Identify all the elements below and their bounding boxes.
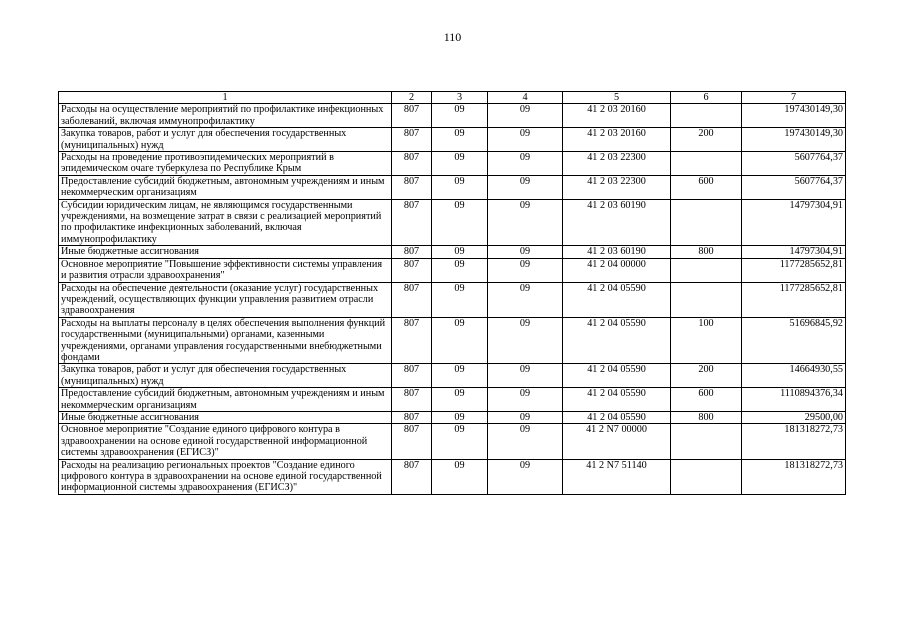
budget-table: [58, 91, 846, 495]
row-pr-cell: 09: [488, 364, 563, 388]
row-vr-cell: 600: [671, 388, 742, 412]
row-csr-cell: 41 2 N7 00000: [563, 424, 671, 459]
row-csr-cell: 41 2 04 05590: [563, 364, 671, 388]
row-name-cell: Иные бюджетные ассигнования: [59, 411, 392, 423]
table-row: [59, 128, 846, 152]
row-vr-cell: 100: [671, 317, 742, 364]
row-pr-cell: 09: [488, 246, 563, 258]
row-name-cell: Основное мероприятие "Повышение эффективности системы управления и развития отрасли здравоохранения": [59, 258, 392, 282]
row-gr-cell: 807: [392, 317, 432, 364]
row-name-cell: Предоставление субсидий бюджетным, автономным учреждениям и иным некоммерческим организациям: [59, 175, 392, 199]
row-name-cell: Расходы на реализацию региональных проектов "Создание единого цифрового контура в здравоохранении на основе единой государственной информационной системы здравоохранения (ЕГИСЗ)": [59, 459, 392, 494]
row-gr-cell: 807: [392, 282, 432, 317]
table-row: [59, 199, 846, 246]
row-gr-cell: 807: [392, 364, 432, 388]
row-gr-cell: 807: [392, 388, 432, 412]
row-name-cell: Основное мероприятие "Создание единого цифрового контура в здравоохранении на основе единой государственной информационной системы здравоохранения (ЕГИСЗ)": [59, 424, 392, 459]
row-name-cell: Закупка товаров, работ и услуг для обеспечения государственных (муниципальных) нужд: [59, 364, 392, 388]
header-col-1: 1: [59, 92, 392, 104]
table-row: [59, 317, 846, 364]
row-vr-cell: [671, 152, 742, 176]
header-col-6: 6: [671, 92, 742, 104]
row-gr-cell: 807: [392, 459, 432, 494]
row-gr-cell: 807: [392, 104, 432, 128]
row-name-cell: Расходы на проведение противоэпидемических мероприятий в эпидемическом очаге туберкулеза по Республике Крым: [59, 152, 392, 176]
row-rz-cell: 09: [432, 199, 488, 246]
table-row: [59, 246, 846, 258]
row-pr-cell: 09: [488, 128, 563, 152]
row-csr-cell: 41 2 N7 51140: [563, 459, 671, 494]
row-pr-cell: 09: [488, 424, 563, 459]
row-gr-cell: 807: [392, 152, 432, 176]
table-row: [59, 152, 846, 176]
row-sum-cell: 14797304,91: [742, 246, 846, 258]
row-vr-cell: 800: [671, 246, 742, 258]
row-sum-cell: 181318272,73: [742, 459, 846, 494]
row-csr-cell: 41 2 04 05590: [563, 282, 671, 317]
row-sum-cell: 14664930,55: [742, 364, 846, 388]
row-csr-cell: 41 2 03 22300: [563, 152, 671, 176]
row-pr-cell: 09: [488, 282, 563, 317]
row-rz-cell: 09: [432, 175, 488, 199]
table-row: [59, 459, 846, 494]
header-row: [59, 92, 846, 104]
row-rz-cell: 09: [432, 282, 488, 317]
row-pr-cell: 09: [488, 459, 563, 494]
header-col-3: 3: [432, 92, 488, 104]
row-sum-cell: 14797304,91: [742, 199, 846, 246]
row-sum-cell: 5607764,37: [742, 175, 846, 199]
row-name-cell: Расходы на обеспечение деятельности (оказание услуг) государственных учреждений, осуществляющих функции управления развитием отрасли здравоохранения: [59, 282, 392, 317]
row-rz-cell: 09: [432, 424, 488, 459]
row-pr-cell: 09: [488, 388, 563, 412]
row-csr-cell: 41 2 03 20160: [563, 128, 671, 152]
row-csr-cell: 41 2 03 60190: [563, 199, 671, 246]
row-rz-cell: 09: [432, 104, 488, 128]
row-vr-cell: [671, 459, 742, 494]
row-sum-cell: 181318272,73: [742, 424, 846, 459]
table-row: [59, 282, 846, 317]
row-name-cell: Иные бюджетные ассигнования: [59, 246, 392, 258]
table-row: [59, 424, 846, 459]
row-gr-cell: 807: [392, 199, 432, 246]
table-row: [59, 258, 846, 282]
row-pr-cell: 09: [488, 317, 563, 364]
row-pr-cell: 09: [488, 175, 563, 199]
row-sum-cell: 1177285652,81: [742, 258, 846, 282]
row-csr-cell: 41 2 03 20160: [563, 104, 671, 128]
row-vr-cell: 200: [671, 128, 742, 152]
row-gr-cell: 807: [392, 246, 432, 258]
row-sum-cell: 197430149,30: [742, 104, 846, 128]
row-pr-cell: 09: [488, 104, 563, 128]
table-row: [59, 104, 846, 128]
row-gr-cell: 807: [392, 411, 432, 423]
row-csr-cell: 41 2 03 60190: [563, 246, 671, 258]
row-gr-cell: 807: [392, 424, 432, 459]
row-vr-cell: [671, 104, 742, 128]
header-col-2: 2: [392, 92, 432, 104]
row-sum-cell: 1177285652,81: [742, 282, 846, 317]
row-csr-cell: 41 2 04 00000: [563, 258, 671, 282]
row-vr-cell: 200: [671, 364, 742, 388]
row-pr-cell: 09: [488, 152, 563, 176]
row-sum-cell: 29500,00: [742, 411, 846, 423]
table-row: [59, 411, 846, 423]
row-pr-cell: 09: [488, 258, 563, 282]
header-col-5: 5: [563, 92, 671, 104]
table-header: [59, 92, 846, 104]
row-pr-cell: 09: [488, 411, 563, 423]
row-pr-cell: 09: [488, 199, 563, 246]
row-sum-cell: 5607764,37: [742, 152, 846, 176]
row-gr-cell: 807: [392, 258, 432, 282]
row-rz-cell: 09: [432, 411, 488, 423]
header-col-7: 7: [742, 92, 846, 104]
row-vr-cell: 800: [671, 411, 742, 423]
row-name-cell: Субсидии юридическим лицам, не являющимся государственными учреждениями, на возмещение затрат в связи с реализацией мероприятий по профилактике инфекционных заболеваний, включая иммунопрофилактику: [59, 199, 392, 246]
row-rz-cell: 09: [432, 128, 488, 152]
row-vr-cell: [671, 258, 742, 282]
row-name-cell: Расходы на осуществление мероприятий по профилактике инфекционных заболеваний, включая иммунопрофилактику: [59, 104, 392, 128]
row-csr-cell: 41 2 04 05590: [563, 388, 671, 412]
table-body: [59, 104, 846, 494]
row-rz-cell: 09: [432, 364, 488, 388]
row-name-cell: Закупка товаров, работ и услуг для обеспечения государственных (муниципальных) нужд: [59, 128, 392, 152]
row-rz-cell: 09: [432, 246, 488, 258]
header-col-4: 4: [488, 92, 563, 104]
row-gr-cell: 807: [392, 128, 432, 152]
row-csr-cell: 41 2 04 05590: [563, 411, 671, 423]
row-vr-cell: 600: [671, 175, 742, 199]
table-row: [59, 175, 846, 199]
row-sum-cell: 51696845,92: [742, 317, 846, 364]
page-number: 110: [443, 30, 462, 44]
row-sum-cell: 1110894376,34: [742, 388, 846, 412]
row-sum-cell: 197430149,30: [742, 128, 846, 152]
row-rz-cell: 09: [432, 152, 488, 176]
row-rz-cell: 09: [432, 258, 488, 282]
table-row: [59, 388, 846, 412]
row-rz-cell: 09: [432, 388, 488, 412]
row-rz-cell: 09: [432, 317, 488, 364]
row-vr-cell: [671, 424, 742, 459]
row-gr-cell: 807: [392, 175, 432, 199]
row-vr-cell: [671, 282, 742, 317]
row-csr-cell: 41 2 04 05590: [563, 317, 671, 364]
row-rz-cell: 09: [432, 459, 488, 494]
table-row: [59, 364, 846, 388]
row-vr-cell: [671, 199, 742, 246]
row-name-cell: Расходы на выплаты персоналу в целях обеспечения выполнения функций государственными (муниципальными) органами, казенными учреждениями, органами управления государственными внебюджетными фондами: [59, 317, 392, 364]
row-csr-cell: 41 2 03 22300: [563, 175, 671, 199]
row-name-cell: Предоставление субсидий бюджетным, автономным учреждениям и иным некоммерческим организациям: [59, 388, 392, 412]
